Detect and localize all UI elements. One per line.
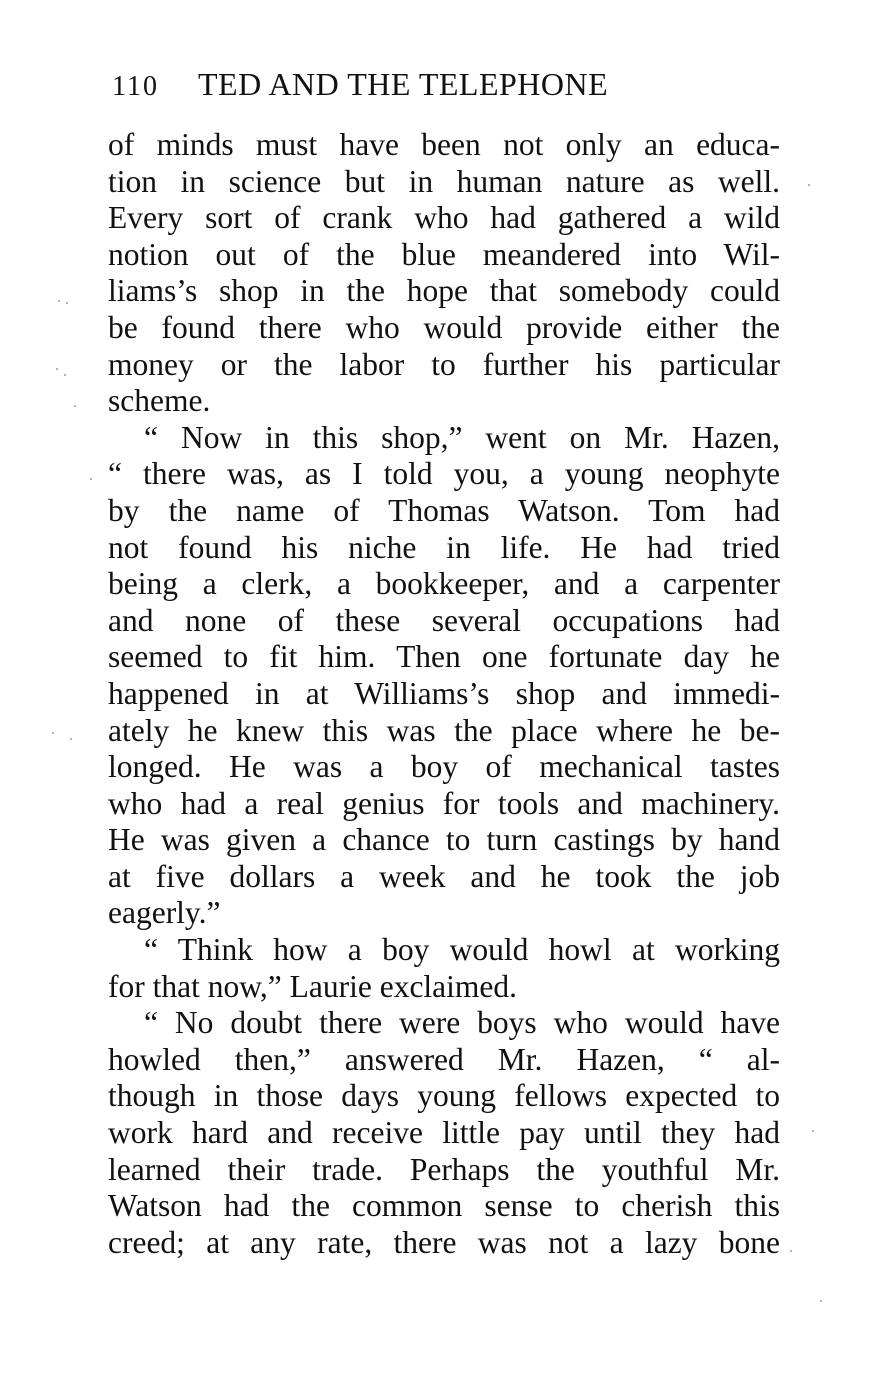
text-line: creed; at any rate, there was not a lazy bone bbox=[108, 1224, 780, 1260]
text-line: at five dollars a week and he took the job bbox=[108, 858, 780, 894]
text-line: ately he knew this was the place where he be- bbox=[108, 712, 780, 748]
scan-speck bbox=[808, 184, 810, 186]
scan-speck bbox=[66, 302, 68, 304]
text-line: longed. He was a boy of mechanical tastes bbox=[108, 749, 780, 785]
text-line: liams’s shop in the hope that somebody could bbox=[108, 273, 780, 309]
text-line: “ there was, as I told you, a young neophyte bbox=[108, 456, 780, 492]
body-text bbox=[108, 127, 780, 1261]
text-line: Watson had the common sense to cherish this bbox=[108, 1188, 780, 1224]
text-line: “ Now in this shop,” went on Mr. Hazen, bbox=[144, 419, 780, 455]
text-line: by the name of Thomas Watson. Tom had bbox=[108, 492, 780, 528]
text-line: seemed to fit him. Then one fortunate day he bbox=[108, 639, 780, 675]
scan-speck bbox=[790, 1250, 792, 1252]
scan-speck bbox=[56, 368, 58, 370]
scan-speck bbox=[70, 738, 72, 740]
scan-speck bbox=[812, 1130, 814, 1132]
text-line: “ No doubt there were boys who would have bbox=[144, 1005, 780, 1041]
text-line: He was given a chance to turn castings by hand bbox=[108, 822, 780, 858]
running-head bbox=[112, 62, 792, 106]
text-line: Every sort of crank who had gathered a wild bbox=[108, 200, 780, 236]
scan-speck bbox=[52, 732, 54, 734]
text-line: and none of these several occupations had bbox=[108, 602, 780, 638]
scan-speck bbox=[58, 300, 60, 302]
text-line: happened in at Williams’s shop and immedi- bbox=[108, 675, 780, 711]
text-line: work hard and receive little pay until they had bbox=[108, 1115, 780, 1151]
text-line: howled then,” answered Mr. Hazen, “ al- bbox=[108, 1041, 780, 1077]
scan-speck bbox=[90, 478, 92, 480]
running-title: TED AND THE TELEPHONE bbox=[198, 66, 609, 102]
text-line: be found there who would provide either the bbox=[108, 309, 780, 345]
page-number: 110 bbox=[112, 71, 159, 102]
scan-speck bbox=[64, 374, 66, 376]
text-line: not found his niche in life. He had tried bbox=[108, 529, 780, 565]
text-line: scheme. bbox=[108, 383, 211, 419]
text-line: who had a real genius for tools and machinery. bbox=[108, 785, 780, 821]
text-line: notion out of the blue meandered into Wil- bbox=[108, 236, 780, 272]
scan-speck bbox=[74, 405, 76, 407]
text-line: learned their trade. Perhaps the youthful Mr. bbox=[108, 1151, 780, 1187]
text-line: tion in science but in human nature as well. bbox=[108, 163, 780, 199]
text-line: though in those days young fellows expected to bbox=[108, 1078, 780, 1114]
text-line: money or the labor to further his particular bbox=[108, 346, 780, 382]
scan-speck bbox=[820, 1300, 822, 1302]
text-line: “ Think how a boy would howl at working bbox=[144, 932, 780, 968]
text-line: eagerly.” bbox=[108, 895, 221, 931]
text-line: for that now,” Laurie exclaimed. bbox=[108, 968, 518, 1004]
text-line: of minds must have been not only an educa- bbox=[108, 127, 780, 162]
text-line: being a clerk, a bookkeeper, and a carpenter bbox=[108, 566, 780, 602]
